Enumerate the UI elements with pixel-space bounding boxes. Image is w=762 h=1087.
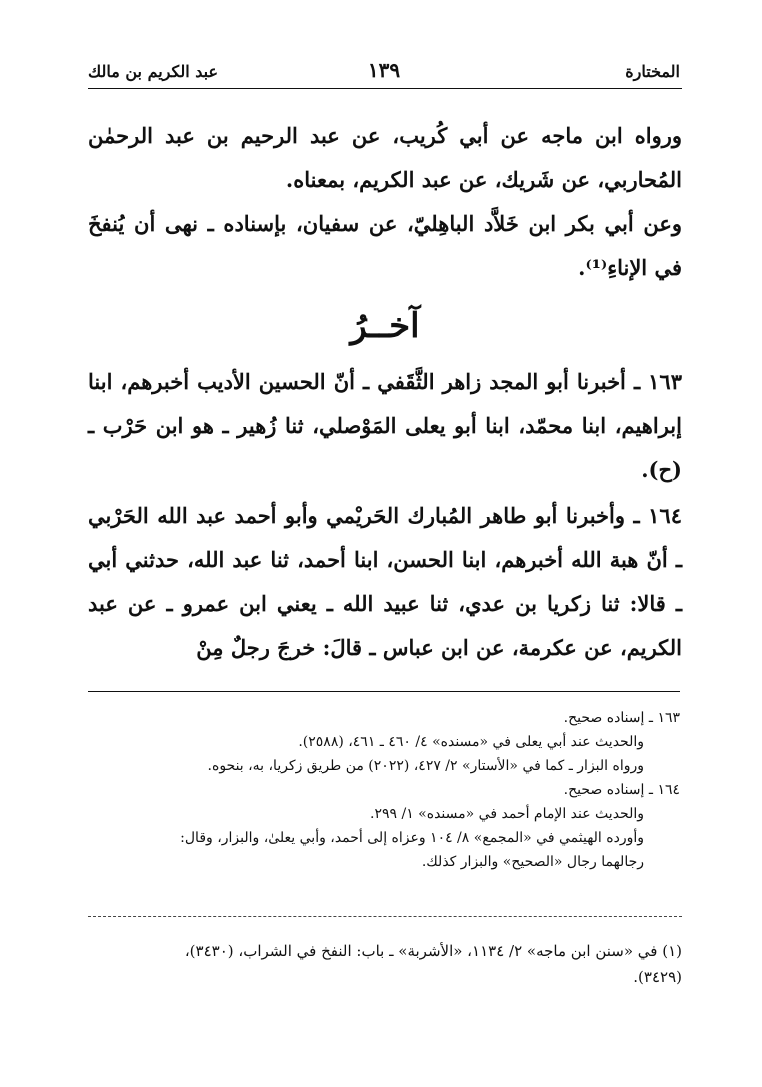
note-line: والحديث عند أبي يعلى في «مسنده» ٤/ ٤٦٠ ـ ٤٦١، (٢٥٨٨). [298,734,644,750]
paragraph-text: ١٦٤ ـ وأخبرنا أبو طاهر المُبارك الحَريْمي وأبو أحمد عبد الله الحَرْبي ـ أنّ هبة الله أخبرهم، ابنا الحسن، ابنا أحمد، ثنا عبد الله، حدثني أبي ـ قالا: ثنا زكريا بن عدي، ثنا عبيد الله ـ يعني ابن عمرو ـ عن عبد الكريم، عن عكرمة، عن ابن عباس ـ قالَ: خرجَ رجلٌ مِنْ [88,503,682,660]
note-line: والحديث عند الإمام أحمد في «مسنده» ١/ ٢٩٩. [370,806,644,822]
commentary-notes [88,706,680,874]
note-line: وأورده الهيثمي في «المجمع» ٨/ ١٠٤ وعزاه إلى أحمد، وأبي يعلىٰ، والبزار، وقال: [180,830,644,846]
footnote-line: (٣٤٢٩). [633,968,682,986]
page-number: ١٣٩ [367,58,401,82]
paragraph-text: ورواه ابن ماجه عن أبي كُريب، عن عبد الرحيم بن عبد الرحمٰن المُحاربي، عن شَريك، عن عبد الكريم، بمعناه. [88,123,682,192]
header-rule [88,88,682,89]
note-line: رجالهما رجال «الصحيح» والبزار كذلك. [421,854,644,870]
paragraph-1 [88,114,682,202]
note-line: ١٦٤ ـ إسناده صحيح. [563,782,680,798]
paragraph-2 [88,202,682,290]
note-line: ورواه البزار ـ كما في «الأستار» ٢/ ٤٢٧، (٢٠٢٢) من طريق زكريا، به، بنحوه. [207,758,644,774]
paragraph-text: ١٦٣ ـ أخبرنا أبو المجد زاهر الثَّقَفي ـ أنّ الحسين الأديب أخبرهم، ابنا إبراهيم، ابنا محمّد، ابنا أبو يعلى المَوْصلي، ثنا زُهير ـ هو ابن حَرْب ـ (ح). [88,369,682,482]
footnote [88,938,682,990]
notes-separator [88,691,680,692]
running-header [88,58,680,88]
footnote-line: (١) في «سنن ابن ماجه» ٢/ ١١٣٤، «الأشربة» ـ باب: النفخ في الشراب، (٣٤٣٠)، [184,942,682,960]
hadith-164 [88,494,682,670]
header-chapter-title: عبد الكريم بن مالك [88,62,219,81]
section-heading: آخــرُ [350,306,420,346]
paragraph-text: وعن أبي بكر ابن خَلاَّد الباهِليّ، عن سفيان، بإسناده ـ نهى أن يُنفخَ في الإناءِ⁽¹⁾. [88,211,682,280]
footnote-separator [88,916,682,917]
header-book-title: المختارة [625,62,680,81]
hadith-163 [88,360,682,492]
note-line: ١٦٣ ـ إسناده صحيح. [563,710,680,726]
